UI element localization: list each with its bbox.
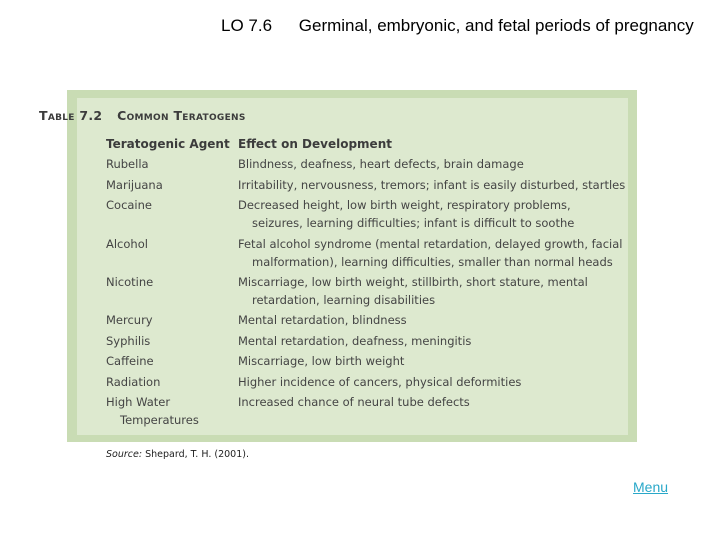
agent-text: Marijuana (106, 178, 163, 192)
teratogen-agent (106, 373, 160, 391)
table-source (106, 449, 249, 460)
agent-text: Rubella (106, 157, 149, 171)
development-effect (238, 273, 588, 309)
teratogen-agent (106, 332, 150, 350)
agent-text: Caffeine (106, 354, 154, 368)
agent-text: Mercury (106, 313, 153, 327)
teratogen-agent (106, 235, 148, 253)
effect-text: Miscarriage, low birth weight, stillbirth, short stature, mental (238, 275, 588, 289)
development-effect (238, 235, 623, 271)
development-effect (238, 373, 521, 391)
effect-text: Increased chance of neural tube defects (238, 395, 470, 409)
development-effect (238, 176, 625, 194)
agent-text: Radiation (106, 375, 161, 389)
effect-text: Decreased height, low birth weight, respiratory problems, (238, 198, 571, 212)
effect-text: Irritability, nervousness, tremors; infant is easily disturbed, startles (238, 178, 626, 192)
development-effect (238, 155, 524, 173)
agent-text: Nicotine (106, 275, 154, 289)
source-citation: Shepard, T. H. (2001). (145, 449, 249, 460)
agent-text: Alcohol (106, 237, 148, 251)
agent-text: High Water (106, 395, 171, 409)
development-effect (238, 393, 470, 411)
effect-text: retardation, learning disabilities (252, 293, 436, 307)
learning-objective-code: LO 7.6 (221, 16, 273, 35)
development-effect (238, 352, 404, 370)
slide-title (221, 16, 694, 36)
effect-text: seizures, learning difficulties; infant is difficult to soothe (252, 216, 575, 230)
source-label: Source: (106, 449, 143, 460)
agent-text: Temperatures (120, 413, 199, 427)
agent-text: Syphilis (106, 334, 151, 348)
effect-text: malformation), learning difficulties, smaller than normal heads (252, 255, 613, 269)
effect-text: Fetal alcohol syndrome (mental retardation, delayed growth, facial (238, 237, 623, 251)
table-number: Table 7.2 (39, 108, 103, 123)
development-effect (238, 311, 407, 329)
development-effect (238, 196, 574, 232)
teratogen-agent (106, 155, 149, 173)
table-caption-text: Common Teratogens (117, 108, 246, 123)
effect-text: Higher incidence of cancers, physical deformities (238, 375, 522, 389)
teratogen-agent (106, 196, 152, 214)
teratogen-agent (106, 273, 153, 291)
effect-text: Mental retardation, blindness (238, 313, 407, 327)
column-header-effect: Effect on Development (238, 137, 392, 151)
column-header-agent: Teratogenic Agent (106, 137, 230, 151)
effect-text: Blindness, deafness, heart defects, brain damage (238, 157, 524, 171)
slide-title-text: Germinal, embryonic, and fetal periods of pregnancy (298, 16, 694, 35)
teratogen-agent (106, 352, 154, 370)
effect-text: Mental retardation, deafness, meningitis (238, 334, 472, 348)
effect-text: Miscarriage, low birth weight (238, 354, 405, 368)
table-caption (39, 108, 246, 123)
agent-text: Cocaine (106, 198, 152, 212)
teratogen-agent (106, 311, 153, 329)
development-effect (238, 332, 471, 350)
teratogen-agent (106, 393, 199, 429)
teratogen-agent (106, 176, 163, 194)
menu-link[interactable]: Menu (633, 479, 669, 495)
